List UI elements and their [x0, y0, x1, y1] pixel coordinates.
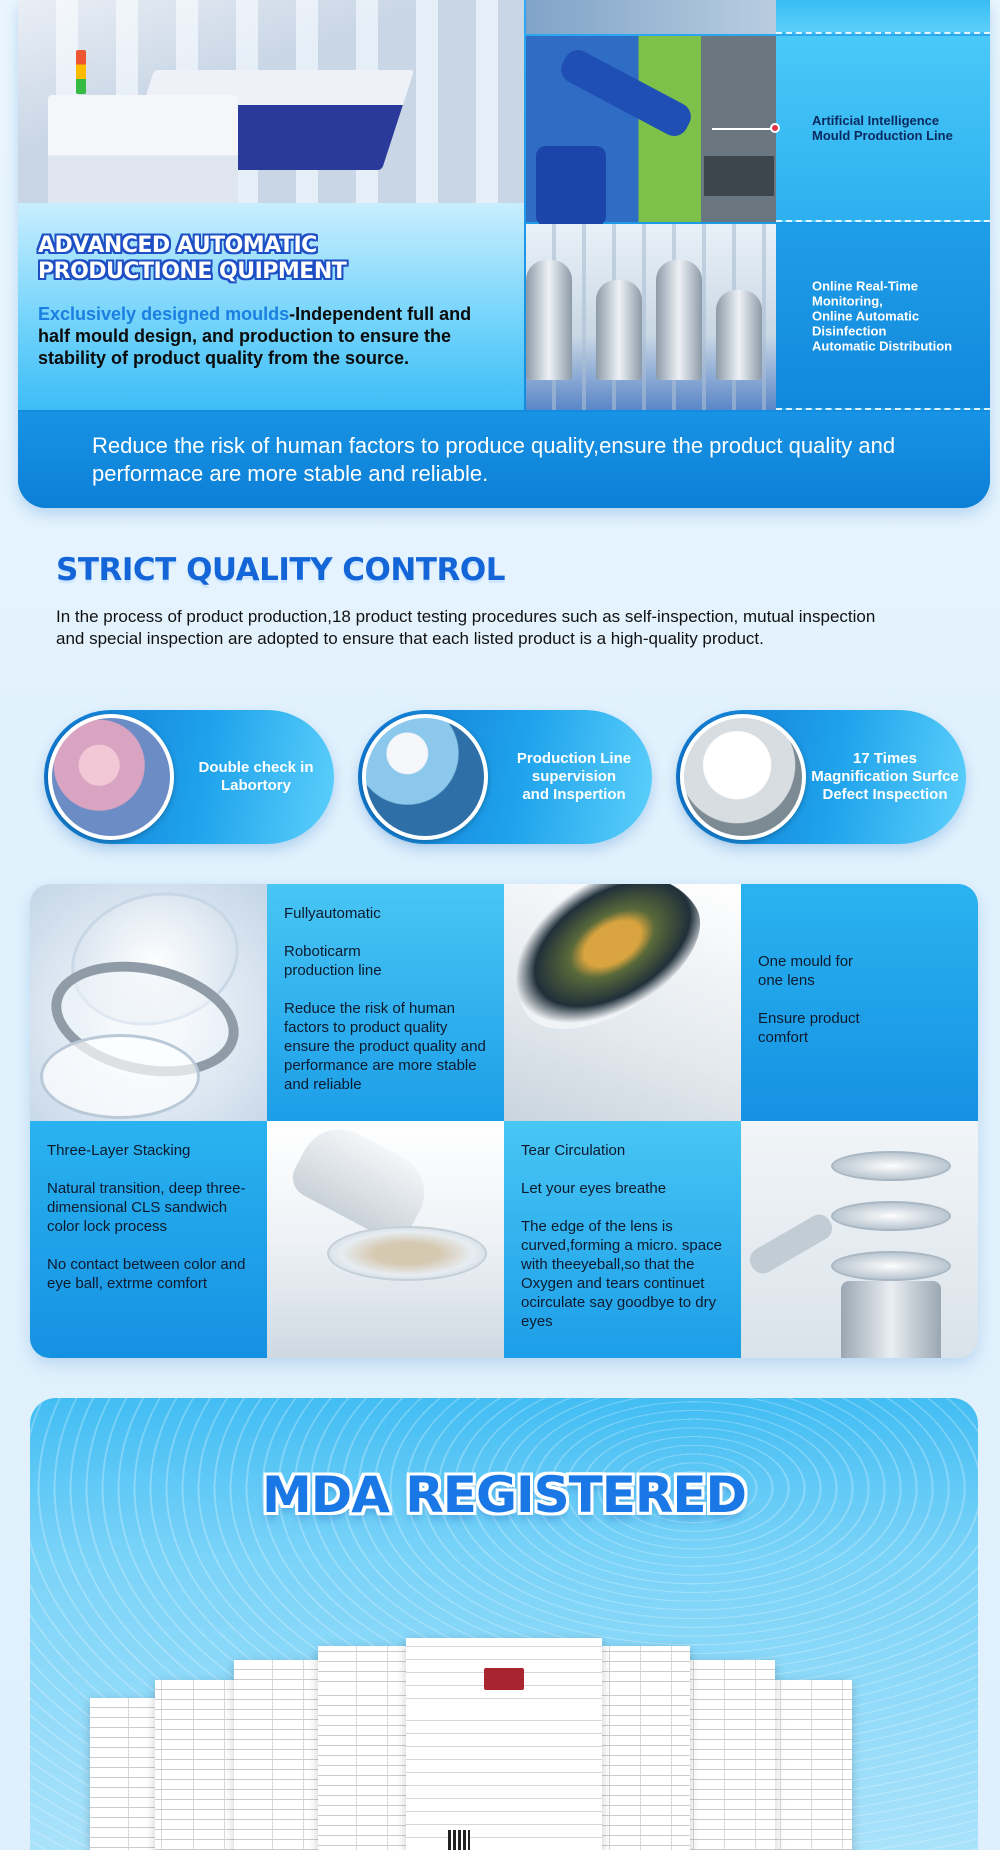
ai-production-label-panel [776, 36, 990, 222]
tear-feature-body: The edge of the lens is curved,forming a micro. space with theeyeball,so that the Oxygen and tears continuet ocirculate say goodbye to dry eyes [521, 1218, 722, 1330]
equipment-text-panel [18, 203, 524, 410]
mould-feature-body: Ensure product comfort [758, 1010, 860, 1046]
equipment-description-body: -Independent full and half mould design, and production to ensure the stability of product quality from the source. [38, 304, 472, 368]
lab-check-pill [44, 710, 334, 844]
inspection-machine-image [680, 714, 806, 840]
stacking-feature-body: No contact between color and eye ball, extrme comfort [47, 1256, 246, 1292]
lens-stack-robot-image [741, 1121, 978, 1358]
production-supervision-pill [358, 710, 652, 844]
monitoring-label-panel [776, 224, 990, 410]
magnification-inspection-pill [676, 710, 966, 844]
equipment-section [18, 0, 990, 508]
mda-section [30, 1398, 978, 1850]
lab-check-label: Double check in Labortory [198, 759, 314, 794]
equipment-summary: Reduce the risk of human factors to produce quality,ensure the product quality and performace are more stable and reliable. [92, 433, 896, 486]
stacking-feature-subtitle: Natural transition, deep three-dimensional CLS sandwich color lock process [47, 1180, 246, 1235]
quality-control-title: STRICT QUALITY CONTROL [56, 552, 505, 588]
magnification-inspection-label: 17 Times Magnification Surfce Defect Inspection [811, 750, 959, 803]
equipment-description-highlight: Exclusively designed moulds [38, 304, 290, 324]
stacking-feature-cell [30, 1121, 267, 1358]
automatic-feature-cell [267, 884, 504, 1121]
ceiling-image [526, 0, 776, 34]
feature-grid [30, 884, 978, 1358]
disinfection-plant-image [526, 224, 776, 410]
automatic-feature-body: Reduce the risk of human factors to product quality ensure the product quality and performance are more stable and reliable [284, 1000, 486, 1093]
ai-production-label: Artificial Intelligence Mould Production Line [812, 113, 953, 143]
monitoring-label: Online Real-Time Monitoring, Online Automatic Disinfection Automatic Distribution [812, 278, 953, 354]
equipment-description [38, 303, 508, 369]
certificate-emblem-icon [484, 1668, 524, 1690]
automatic-feature-title: Fullyautomatic [284, 905, 381, 922]
qr-code-icon [448, 1830, 470, 1850]
stacking-feature-title: Three-Layer Stacking [47, 1142, 191, 1159]
tear-feature-subtitle: Let your eyes breathe [521, 1180, 667, 1197]
mda-title: MDA REGISTERED [261, 1466, 747, 1524]
factory-floor-image [18, 0, 524, 203]
mould-feature-title: One mould for one lens [758, 953, 854, 989]
robot-hand-lens-image [267, 1121, 504, 1358]
lab-workers-image [48, 714, 174, 840]
colored-lens-image [504, 884, 741, 1121]
pointer-dot-icon [770, 123, 780, 133]
tear-feature-cell [504, 1121, 741, 1358]
quality-control-description: In the process of product production,18 product testing procedures such as self-inspection, mutual inspection and special inspection are adopted to ensure that each listed product is a high-quality product. [56, 607, 876, 648]
production-supervision-label: Production Line supervision and Inspertion [516, 750, 632, 803]
certificate-document-main [406, 1638, 602, 1850]
label-panel-top [776, 0, 990, 34]
lens-layers-image [30, 884, 267, 1121]
tear-feature-title: Tear Circulation [521, 1142, 626, 1159]
automatic-feature-subtitle: Roboticarm production line [284, 943, 382, 979]
equipment-summary-bar [18, 412, 990, 508]
mould-feature-cell [741, 884, 978, 1121]
equipment-title: ADVANCED AUTOMATIC PRODUCTIONE QUIPMENT [38, 233, 347, 284]
production-worker-image [362, 714, 488, 840]
